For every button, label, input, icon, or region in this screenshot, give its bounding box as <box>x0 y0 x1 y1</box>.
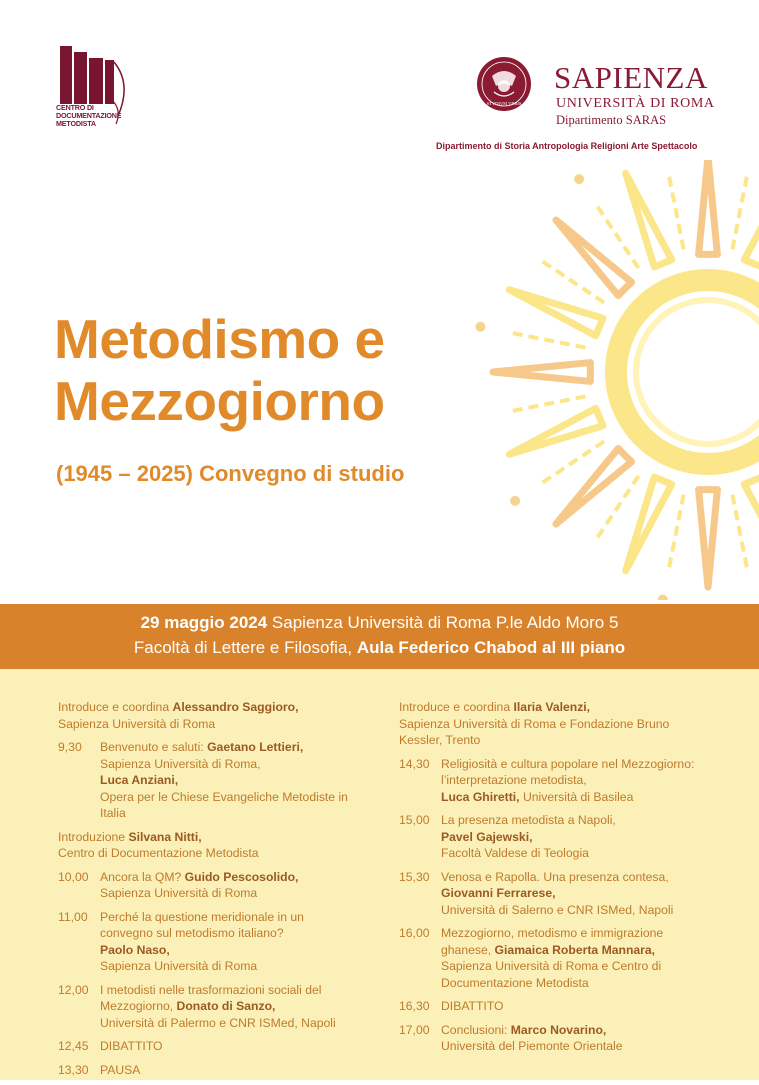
speaker-name: Alessandro Saggioro, <box>172 700 299 714</box>
speaker-affiliation: Università di Palermo e CNR ISMed, Napoli <box>100 1015 336 1030</box>
program-label: Mezzogiorno, metodismo e immigrazione ghanese, <box>441 926 664 957</box>
program-label: Benvenuto e saluti: <box>100 740 208 754</box>
program-intro <box>58 699 358 732</box>
sun-ray-triangle <box>626 477 672 571</box>
program-label: Ancora la QM? <box>100 869 185 884</box>
speaker-name: Luca Ghiretti, <box>441 789 520 804</box>
sun-ray-triangle <box>493 363 590 382</box>
speaker-name: Pavel Gajewski, <box>441 829 533 844</box>
program-item <box>399 869 699 919</box>
event-subtitle: (1945 – 2025) Convegno di studio <box>56 461 405 486</box>
speaker-name: Silvana Nitti, <box>128 829 202 844</box>
sapienza-department: Dipartimento SARAS <box>556 113 667 127</box>
intro-label: Introduzione <box>58 829 129 844</box>
sun-inner-ring-light <box>636 300 759 444</box>
program-time: 14,30 <box>399 756 430 771</box>
program-column-morning <box>58 699 358 1085</box>
program-item <box>58 982 358 1032</box>
sun-dot <box>574 174 584 184</box>
event-faculty: Facoltà di Lettere e Filosofia, <box>133 638 357 657</box>
speaker-affiliation: Sapienza Università di Roma e Fondazione Bruno Kessler, Trento <box>399 716 670 747</box>
speaker-affiliation: Opera per le Chiese Evangeliche Metodiste in Italia <box>100 789 348 820</box>
program-time: 10,00 <box>58 869 89 884</box>
sun-ray-triangle <box>744 173 759 267</box>
speaker-affiliation: Sapienza Università di Roma, <box>100 756 261 771</box>
sun-ray-triangle <box>556 449 632 525</box>
event-room: Aula Federico Chabod al III piano <box>356 638 626 657</box>
event-title <box>54 308 385 432</box>
sapienza-university: UNIVERSITÀ DI ROMA <box>556 96 715 111</box>
program-time: 15,30 <box>399 869 430 884</box>
sun-ray-triangle <box>509 408 603 454</box>
speaker-name: Giamaica Roberta Mannara, <box>494 942 656 957</box>
sun-dot <box>510 496 520 506</box>
sun-ray-zigzag <box>732 171 748 249</box>
speaker-affiliation: Università di Salerno e CNR ISMed, Napoli <box>441 902 674 917</box>
sun-ray-triangle <box>626 173 672 267</box>
program-time: 13,30 <box>58 1062 89 1077</box>
program-label: I metodisti nelle trasformazioni sociali del Mezzogiorno, <box>100 982 322 1013</box>
program-time: 12,45 <box>58 1039 89 1053</box>
program-item <box>58 869 358 902</box>
program-label: PAUSA <box>100 1062 141 1077</box>
speaker-name: Ilaria Valenzi, <box>513 700 591 714</box>
sun-ray-triangle <box>699 490 718 587</box>
program-item <box>399 812 699 862</box>
program-time: 9,30 <box>58 740 82 754</box>
speaker-name: Donato di Sanzo, <box>176 999 276 1013</box>
sunburst-decoration <box>470 160 759 600</box>
title-line-1: Metodismo e <box>54 308 385 370</box>
speaker-affiliation: Università del Piemonte Orientale <box>441 1039 623 1053</box>
sun-ray-zigzag <box>507 396 585 412</box>
program-time: 16,00 <box>399 926 430 940</box>
program-item <box>58 1038 358 1055</box>
speaker-affiliation: Centro di Documentazione Metodista <box>58 846 259 860</box>
sun-ray-triangle <box>699 160 718 254</box>
sun-ray-zigzag <box>507 332 585 348</box>
sapienza-seal-text: STVDIVM VRBIS <box>486 101 522 106</box>
program-item <box>399 756 699 806</box>
sun-ray-zigzag <box>668 171 684 249</box>
program-label: Religiosità e cultura popolare nel Mezzogiorno: l’interpretazione metodista, <box>441 756 695 787</box>
sun-dot <box>475 322 485 332</box>
intro-label: Introduce e coordina <box>58 700 173 714</box>
sun-ray-zigzag <box>668 495 684 573</box>
program-label: La presenza metodista a Napoli, <box>441 813 616 827</box>
sun-ray-zigzag <box>732 495 748 573</box>
speaker-name: Luca Anziani, <box>100 773 179 787</box>
sun-ray-triangle <box>509 290 603 336</box>
program-intro <box>399 699 699 749</box>
event-place: Sapienza Università di Roma P.le Aldo Moro 5 <box>267 613 619 632</box>
speaker-name: Giovanni Ferrarese, <box>441 886 556 900</box>
program-time: 15,00 <box>399 813 430 827</box>
program-intro <box>58 829 358 862</box>
event-info-band <box>0 604 759 669</box>
program-item <box>399 1022 699 1055</box>
speaker-affiliation: Sapienza Università di Roma <box>100 959 258 973</box>
sun-dot <box>658 595 668 600</box>
speaker-affiliation: Università di Basilea <box>519 789 634 804</box>
speaker-affiliation: Sapienza Università di Roma <box>58 716 216 731</box>
program-item <box>399 998 699 1015</box>
speaker-affiliation: Sapienza Università di Roma e Centro di Documentazione Metodista <box>441 959 662 990</box>
event-date: 29 maggio 2024 <box>140 613 268 632</box>
program-time: 11,00 <box>58 909 88 924</box>
sun-ray-triangle <box>556 220 632 296</box>
program-item <box>399 925 699 991</box>
program-time: 16,30 <box>399 999 430 1013</box>
speaker-name: Gaetano Lettieri, <box>207 740 304 754</box>
program-label: DIBATTITO <box>100 1039 163 1053</box>
speaker-affiliation: Sapienza Università di Roma <box>100 886 258 900</box>
program-label: DIBATTITO <box>441 999 504 1013</box>
program-time: 12,00 <box>58 982 89 997</box>
title-line-2: Mezzogiorno <box>54 370 385 432</box>
program-item <box>58 909 358 975</box>
speaker-affiliation: Facoltà Valdese di Teologia <box>441 846 589 860</box>
program-column-afternoon <box>399 699 699 1062</box>
sapienza-name: SAPIENZA <box>554 60 708 95</box>
program-item <box>58 739 358 822</box>
program-label: Conclusioni: <box>441 1022 511 1037</box>
cdm-logo-text: CENTRO DI DOCUMENTAZIONE METODISTA <box>56 103 122 128</box>
sun-ray-triangle <box>744 477 759 571</box>
program-item <box>58 1062 358 1079</box>
department-full-name: Dipartimento di Storia Antropologia Religioni Arte Spettacolo <box>436 141 698 151</box>
speaker-name: Guido Pescosolido, <box>184 869 299 884</box>
program-label: Venosa e Rapolla. Una presenza contesa, <box>441 869 669 884</box>
speaker-name: Paolo Naso, <box>100 942 170 957</box>
sapienza-seal-icon <box>476 56 532 112</box>
speaker-name: Marco Novarino, <box>510 1022 607 1037</box>
program-label: Perché la questione meridionale in un convegno sul metodismo italiano? <box>100 909 304 940</box>
intro-label: Introduce e coordina <box>399 700 514 714</box>
program-time: 17,00 <box>399 1022 430 1037</box>
program-section <box>0 669 759 1080</box>
